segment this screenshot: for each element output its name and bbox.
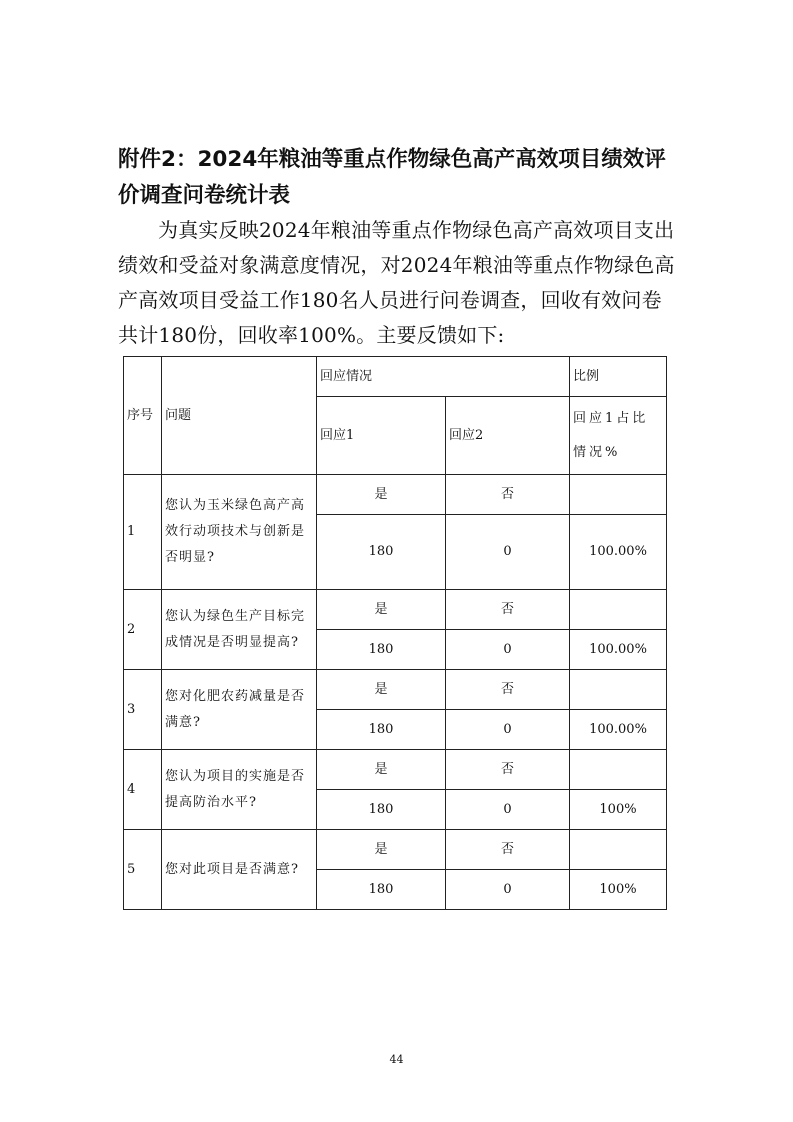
- row-4-value1: 180: [317, 790, 446, 830]
- row-3-ratio-blank: [570, 670, 667, 710]
- row-2-label2: 否: [446, 590, 570, 630]
- row-5-value1: 180: [317, 870, 446, 910]
- row-2-label1: 是: [317, 590, 446, 630]
- row-1-ratio-blank: [570, 475, 667, 515]
- header-question: 问题: [162, 357, 317, 475]
- header-response1: 回应1: [317, 397, 446, 475]
- row-1-seq: 1: [124, 475, 162, 590]
- survey-table: [123, 356, 667, 910]
- row-5-label1: 是: [317, 830, 446, 870]
- row-3-ratio: 100.00%: [570, 710, 667, 750]
- row-1-ratio: 100.00%: [570, 515, 667, 590]
- row-1-label2: 否: [446, 475, 570, 515]
- row-1-value1: 180: [317, 515, 446, 590]
- row-4-ratio: 100%: [570, 790, 667, 830]
- row-3-label1: 是: [317, 670, 446, 710]
- row-5-value2: 0: [446, 870, 570, 910]
- row-4-seq: 4: [124, 750, 162, 830]
- row-3-label2: 否: [446, 670, 570, 710]
- row-2-ratio-blank: [570, 590, 667, 630]
- row-2-ratio: 100.00%: [570, 630, 667, 670]
- row-4-label1: 是: [317, 750, 446, 790]
- row-4-question: 您认为项目的实施是否提高防治水平?: [162, 750, 317, 830]
- row-2-seq: 2: [124, 590, 162, 670]
- header-ratio-detail: 回应1占比情况%: [570, 397, 667, 475]
- row-5-seq: 5: [124, 830, 162, 910]
- row-4-label2: 否: [446, 750, 570, 790]
- header-ratio-group: 比例: [570, 357, 667, 397]
- row-3-seq: 3: [124, 670, 162, 750]
- header-response-group: 回应情况: [317, 357, 570, 397]
- row-5-question: 您对此项目是否满意?: [162, 830, 317, 910]
- header-response2: 回应2: [446, 397, 570, 475]
- row-2-value1: 180: [317, 630, 446, 670]
- row-3-question: 您对化肥农药减量是否满意?: [162, 670, 317, 750]
- row-4-value2: 0: [446, 790, 570, 830]
- row-1-value2: 0: [446, 515, 570, 590]
- row-5-ratio-blank: [570, 830, 667, 870]
- row-2-value2: 0: [446, 630, 570, 670]
- row-1-label1: 是: [317, 475, 446, 515]
- row-1-question: 您认为玉米绿色高产高效行动项技术与创新是否明显?: [162, 475, 317, 590]
- row-5-ratio: 100%: [570, 870, 667, 910]
- row-4-ratio-blank: [570, 750, 667, 790]
- document-title: 附件2：2024年粮油等重点作物绿色高产高效项目绩效评价调查问卷统计表: [118, 147, 666, 208]
- page-number: 44: [389, 1053, 404, 1066]
- header-seq: 序号: [124, 357, 162, 475]
- row-2-question: 您认为绿色生产目标完成情况是否明显提高?: [162, 590, 317, 670]
- intro-paragraph: 为真实反映2024年粮油等重点作物绿色高产高效项目支出绩效和受益对象满意度情况，对2024年粮油等重点作物绿色高产高效项目受益工作180名人员进行问卷调查，回收有效问卷共计180份，回收率100%。主要反馈如下:: [118, 218, 675, 347]
- row-3-value1: 180: [317, 710, 446, 750]
- row-3-value2: 0: [446, 710, 570, 750]
- row-5-label2: 否: [446, 830, 570, 870]
